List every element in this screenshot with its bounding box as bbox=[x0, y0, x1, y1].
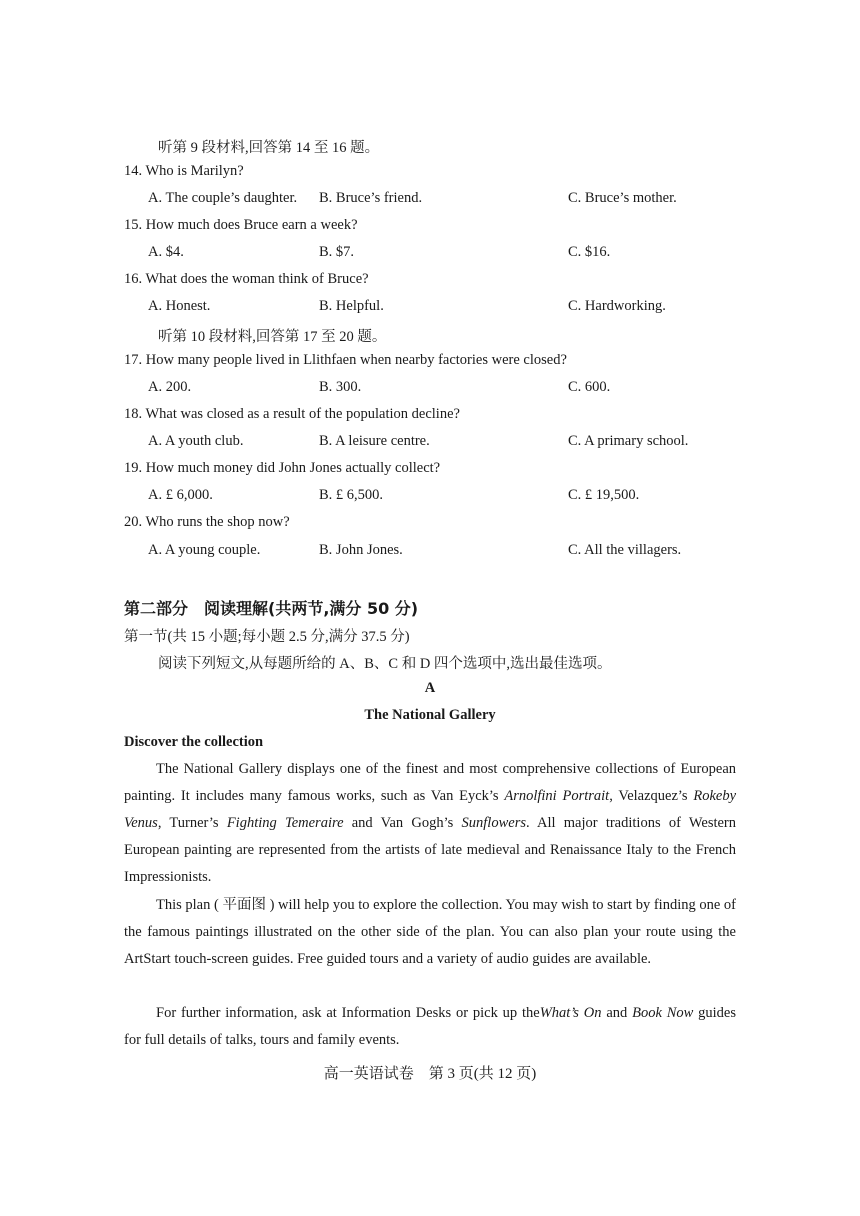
passage-title: The National Gallery bbox=[364, 707, 496, 723]
paragraph-2: This plan ( 平面图 ) will help you to explore the collection. You may wish to start by finding one of the famous paintings illustrated on the other side of the plan. You can also plan your route using the ArtStart touch-screen guides. Free guided tours and a variety of audio guides are available. bbox=[124, 897, 736, 967]
option-15-b: B. $7. bbox=[319, 244, 355, 260]
listening-intro-10: 听第 10 段材料,回答第 17 至 20 题。 bbox=[158, 329, 387, 345]
artwork-title: Arnolfini Portrait bbox=[504, 788, 610, 804]
guide-title: Book Now bbox=[632, 1005, 694, 1021]
option-20-c: C. All the villagers. bbox=[568, 542, 682, 558]
option-19-a: A. £ 6,000. bbox=[148, 487, 213, 503]
option-16-c: C. Hardworking. bbox=[568, 298, 666, 314]
question-14: 14. Who is Marilyn? bbox=[124, 163, 244, 179]
question-17: 17. How many people lived in Llithfaen when nearby factories were closed? bbox=[124, 352, 567, 368]
guide-title: What’s On bbox=[539, 1005, 602, 1021]
option-20-b: B. John Jones. bbox=[319, 542, 403, 558]
option-17-b: B. 300. bbox=[319, 379, 362, 395]
question-15: 15. How much does Bruce earn a week? bbox=[124, 217, 358, 233]
artwork-title: Fighting Temeraire bbox=[226, 815, 344, 831]
artwork-title: Sunflowers bbox=[461, 815, 526, 831]
question-19: 19. How much money did John Jones actually collect? bbox=[124, 460, 441, 476]
question-16: 16. What does the woman think of Bruce? bbox=[124, 271, 369, 287]
option-14-c: C. Bruce’s mother. bbox=[568, 190, 677, 206]
option-18-c: C. A primary school. bbox=[568, 433, 689, 449]
page-footer: 高一英语试卷 第 3 页(共 12 页) bbox=[323, 1066, 537, 1082]
option-16-b: B. Helpful. bbox=[319, 298, 384, 314]
section-heading: 第二部分 阅读理解(共两节,满分 50 分) bbox=[124, 599, 419, 618]
passage-letter: A bbox=[424, 680, 436, 696]
option-18-a: A. A youth club. bbox=[148, 433, 244, 449]
subsection-heading: 第一节(共 15 小题;每小题 2.5 分,满分 37.5 分) bbox=[124, 629, 410, 645]
option-19-c: C. £ 19,500. bbox=[568, 487, 640, 503]
question-18: 18. What was closed as a result of the population decline? bbox=[124, 406, 460, 422]
listening-intro-9: 听第 9 段材料,回答第 14 至 16 题。 bbox=[158, 140, 380, 156]
option-15-a: A. $4. bbox=[148, 244, 184, 260]
option-19-b: B. £ 6,500. bbox=[319, 487, 384, 503]
passage-subtitle: Discover the collection bbox=[124, 734, 264, 750]
paragraph-1: The National Gallery displays one of the finest and most comprehensive collections of European painting. It includes many famous works, such as Van Eyck’s Arnolfini Portrait, Velazquez’s Rokeby Venus, Turner’s Fighting Temeraire and Van Gogh’s Sunflowers. All major traditions of Western European painting are represented from the artists of late medieval and Renaissance Italy to the French Impressionists. bbox=[124, 761, 737, 885]
option-17-c: C. 600. bbox=[568, 379, 611, 395]
option-15-c: C. $16. bbox=[568, 244, 611, 260]
option-14-a: A. The couple’s daughter. bbox=[148, 190, 298, 206]
option-20-a: A. A young couple. bbox=[148, 542, 261, 558]
option-16-a: A. Honest. bbox=[148, 298, 211, 314]
option-17-a: A. 200. bbox=[148, 379, 192, 395]
artwork-title: Rokeby Venus bbox=[124, 788, 737, 831]
option-14-b: B. Bruce’s friend. bbox=[319, 190, 423, 206]
question-20: 20. Who runs the shop now? bbox=[124, 514, 290, 530]
reading-instruction: 阅读下列短文,从每题所给的 A、B、C 和 D 四个选项中,选出最佳选项。 bbox=[158, 656, 612, 672]
option-18-b: B. A leisure centre. bbox=[319, 433, 430, 449]
paragraph-3: For further information, ask at Information Desks or pick up theWhat’s On and Book Now guides for full details of talks, tours and family events. bbox=[124, 1005, 736, 1048]
